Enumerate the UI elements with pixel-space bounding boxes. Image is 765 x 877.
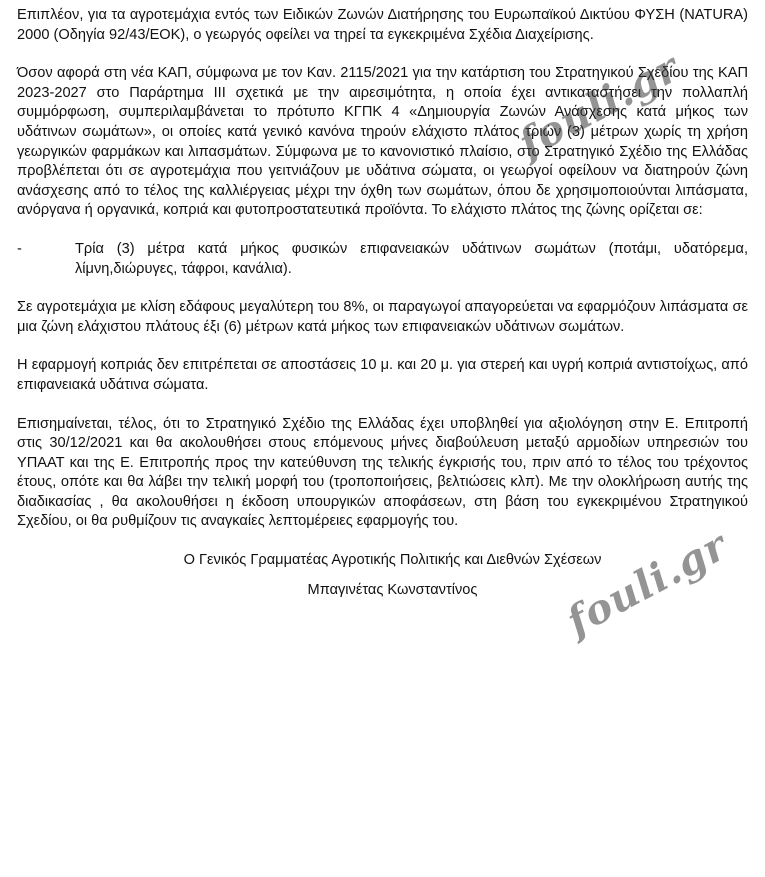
paragraph-manure: Η εφαρμογή κοπριάς δεν επιτρέπεται σε αποστάσεις 10 μ. και 20 μ. για στερεή και υγρή κοπριά αντιστοίχως, από επιφανειακά υδάτινα σώματα. xyxy=(17,357,748,393)
bullet-list-item xyxy=(17,240,748,279)
watermark-logo: fouli.gr xyxy=(511,43,688,168)
paragraph-natura: Επιπλέον, για τα αγροτεμάχια εντός των Ειδικών Ζωνών Διατήρησης του Ευρωπαϊκού Δικτύου ΦΥΣΗ (NATURA) 2000 (Οδηγία 92/43/ΕΟΚ), ο γεωργός οφείλει να τηρεί τα εγκεκριμένα Σχέδια Διαχείρισης. xyxy=(17,7,748,43)
paragraph-strategic-plan: Επισημαίνεται, τέλος, ότι το Στρατηγικό Σχέδιο της Ελλάδας έχει υποβληθεί για αξιολόγηση στην Ε. Επιτροπή στις 30/12/2021 και θα ακολουθήσει στους επόμενους μήνες διαβούλευση μεταξύ αρμοδίων υπηρεσιών του ΥΠΑΑΤ και της Ε. Επιτροπής προς την κατεύθυνση της τελικής έγκρισής του, πριν από το τέλος του τρέχοντος έτους, οπότε και θα λάβει την τελική μορφή του (τροποποιήσεις, βελτιώσεις κλπ). Με την ολοκλήρωση αυτής της διαδικασίας , θα ακολουθήσει η έκδοση υπουργικών αποφάσεων, στη βάση του εγκεκριμένου Στρατηγικού Σχεδίου, οι θα ρυθμίζουν τις αναγκαίες λεπτομέρειες εφαρμογής του. xyxy=(17,415,748,530)
bullet-marker: - xyxy=(17,240,22,257)
bullet-text: Τρία (3) μέτρα κατά μήκος φυσικών επιφανειακών υδάτινων σωμάτων (ποτάμι, υδατόρεμα, λίμνη,διώρυγες, τάφροι, κανάλια). xyxy=(75,240,748,277)
paragraph-kap: Όσον αφορά στη νέα ΚΑΠ, σύμφωνα με τον Καν. 2115/2021 για την κατάρτιση του Στρατηγικού Σχεδίου της ΚΑΠ 2023-2027 στο Παράρτημα ΙΙΙ σχετικά με την αιρεσιμότητα, η οποία έχει αντικαταστήσει την πολλαπλή συμμόρφωση, συμπεριλαμβάνεται το πρότυπο ΚΓΠΚ 4 «Δημιουργία Ζωνών Ανάσχεσης κατά μήκος των υδάτινων σωμάτων», οι οποίες κατά γενικό κανόνα τηρούν ελάχιστο πλάτος τριών (3) μέτρων χωρίς τη χρήση γεωργικών φαρμάκων και λιπασμάτων. Σύμφωνα με το κανονιστικό πλαίσιο, στο Στρατηγικό Σχέδιο της Ελλάδας προβλέπεται ότι σε αγροτεμάχια που γειτνιάζουν με υδάτινα σώματα, οι γεωργοί οφείλουν να διατηρούν ζώνη ανάσχεσης από το τέλος της καλλιέργειας μέχρι την όχθη των σωμάτων, όπου δε χρησιμοποιούνται λιπάσματα, ανόργανα ή οργανικά, κοπριά και φυτοπροστατευτικά προϊόντα. Το ελάχιστο πλάτος της ζώνης ορίζεται σε: xyxy=(17,65,748,219)
paragraph-slope: Σε αγροτεμάχια με κλίση εδάφους μεγαλύτερη του 8%, οι παραγωγοί απαγορεύεται να εφαρμόζουν λιπάσματα σε μια ζώνη ελάχιστου πλάτους έξι (6) μέτρων κατά μήκος των επιφανειακών υδάτινων σωμάτων. xyxy=(17,299,748,335)
signature-title: Ο Γενικός Γραμματέας Αγροτικής Πολιτικής και Διεθνών Σχέσεων xyxy=(183,552,602,569)
watermark-logo: fouli.gr xyxy=(559,521,736,646)
signature-name: Μπαγινέτας Κωνσταντίνος xyxy=(307,581,478,598)
